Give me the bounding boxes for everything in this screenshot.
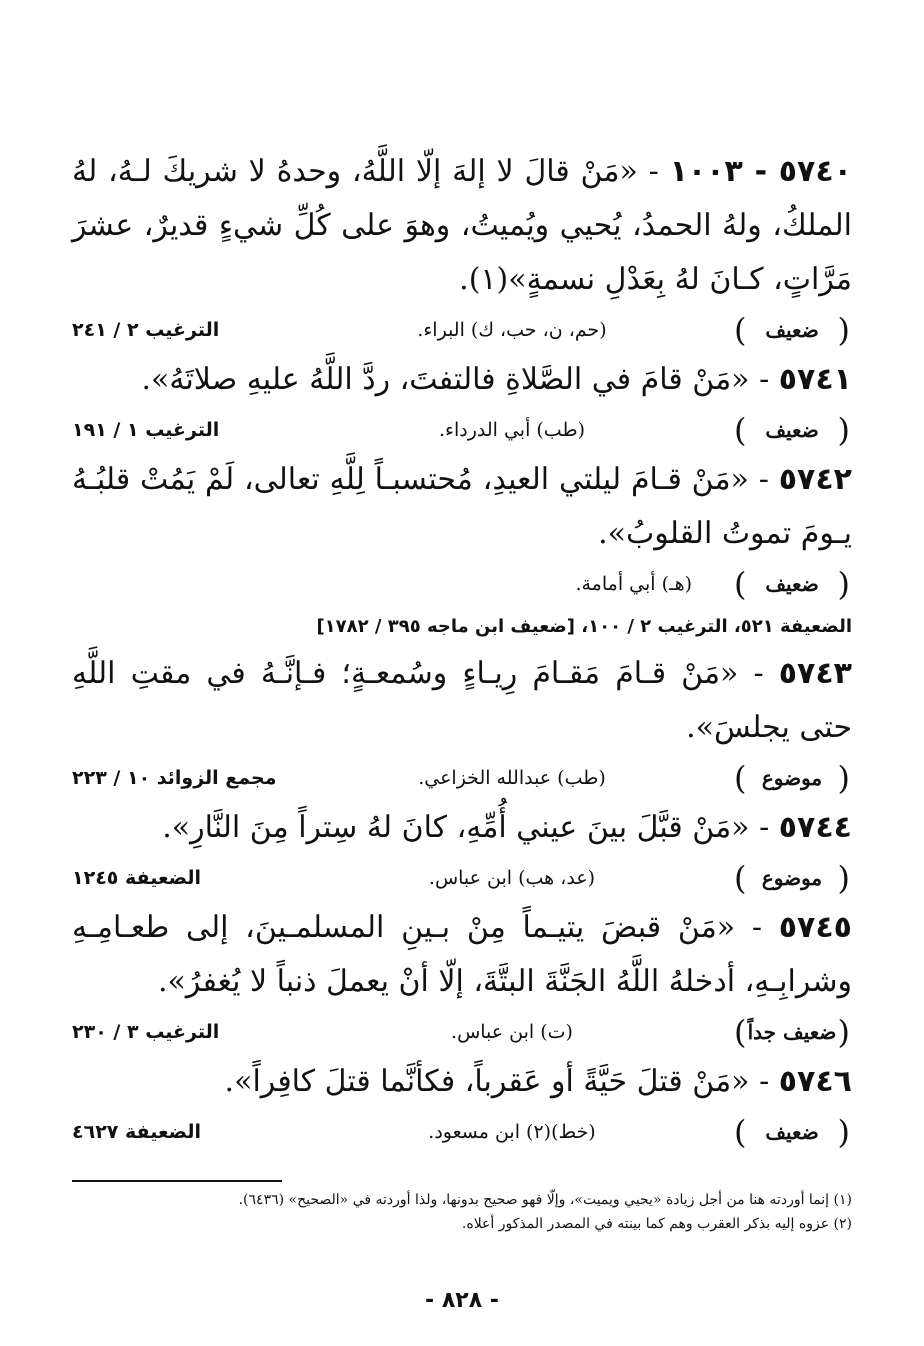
hadith-entry: ٥٧٤٣ - «مَنْ قـامَ مَقـامَ رِيـاءٍ وسُمعـةٍ؛ فـإنَّـهُ في مقتِ اللَّهِ حتى يجلسَ». (72, 656, 852, 745)
grade-label: ( ضعيف جداً ) (732, 1020, 852, 1044)
source-label: (عد، هب) ابن عباس. (428, 867, 596, 889)
source-label: (طب) عبدالله الخزاعي. (418, 767, 606, 789)
footnote: (١) إنما أوردته هنا من أجل زيادة «يحيي ويميت»، وإلّا فهو صحيح بدونها، ولذا أوردته في «الصحيح» (٦٤٣٦). (238, 1192, 852, 1208)
hadith-number: ٥٧٤١ (778, 362, 852, 397)
grade-label: ( ضعيف ) (732, 418, 852, 442)
page-body (72, 145, 852, 1155)
hadith-number: ٥٧٤٦ (778, 1064, 852, 1099)
hadith-entry: ٥٧٤١ - «مَنْ قامَ في الصَّلاةِ فالتفتَ، ردَّ اللَّهُ عليهِ صلاتَهُ». (141, 362, 852, 397)
hadith-entry: ٥٧٤٢ - «مَنْ قـامَ ليلتي العيدِ، مُحتسبـاً لِلَّهِ تعالى، لَمْ يَمُتْ قلبُـهُ يـومَ تموتُ القلوبُ». (72, 462, 852, 551)
grade-label: ( ضعيف ) (732, 572, 852, 596)
reference-label: الضعيفة ٤٦٢٧ (72, 1121, 202, 1143)
grade-label: ( ضعيف ) (732, 318, 852, 342)
source-label: (خط)(٢) ابن مسعود. (428, 1121, 596, 1143)
reference-label: الترغيب ٣ / ٢٣٠ (72, 1021, 220, 1043)
hadith-entry: ٥٧٤٦ - «مَنْ قتلَ حَيَّةً أو عَقرباً، فكأنَّما قتلَ كافِراً». (224, 1064, 852, 1099)
grade-row (72, 755, 852, 801)
grade-row (72, 1009, 852, 1055)
hadith-entry: ٥٧٤٠ - ١٠٠٣ - «مَنْ قالَ لا إلهَ إلّا اللَّهُ، وحدهُ لا شريكَ لـهُ، لهُ الملكُ، ولهُ الحمدُ، يُحيي ويُميتُ، وهوَ على كُلِّ شيءٍ قديرٌ، عشرَ مَرَّاتٍ، كـانَ لهُ بِعَدْلِ نسمةٍ»(١). (72, 154, 852, 297)
grade-row (72, 561, 852, 607)
hadith-text: «مَنْ قامَ في الصَّلاةِ فالتفتَ، ردَّ اللَّهُ عليهِ صلاتَهُ». (141, 362, 750, 397)
grade-row (72, 307, 852, 353)
reference-label: الترغيب ١ / ١٩١ (72, 419, 220, 441)
reference-label: مجمع الزوائد ١٠ / ٢٢٣ (72, 767, 277, 789)
hadith-text: «مَنْ قتلَ حَيَّةً أو عَقرباً، فكأنَّما قتلَ كافِراً». (224, 1064, 750, 1099)
reference-label: الضعيفة ١٢٤٥ (72, 867, 202, 889)
reference-line: الضعيفة ٥٢١، الترغيب ٢ / ١٠٠، [ضعيف ابن ماجه ٣٩٥ / ١٧٨٢] (316, 616, 852, 637)
hadith-entry: ٥٧٤٥ - «مَنْ قبضَ يتيـماً مِنْ بـينِ المسلمـينَ، إلى طعـامِـهِ وشرابِـهِ، أدخلهُ اللَّهُ الجَنَّةَ البتَّةَ، إلّا أنْ يعملَ ذنباً لا يُغفرُ». (72, 910, 852, 999)
hadith-entry: ٥٧٤٤ - «مَنْ قبَّلَ بينَ عيني أُمِّهِ، كانَ لهُ سِتراً مِنَ النَّارِ». (162, 810, 852, 845)
grade-label: ( ضعيف ) (732, 1120, 852, 1144)
source-label: (حم، ن، حب، ك) البراء. (417, 319, 607, 341)
hadith-number: ٥٧٤٤ (778, 810, 852, 845)
source-label: (ت) ابن عباس. (451, 1021, 573, 1043)
hadith-number: ٥٧٤٥ (778, 910, 852, 945)
hadith-text: «مَنْ قـامَ مَقـامَ رِيـاءٍ وسُمعـةٍ؛ فـإنَّـهُ في مقتِ اللَّهِ حتى يجلسَ». (72, 656, 852, 745)
hadith-number: ٥٧٤٠ - ١٠٠٣ (669, 154, 852, 189)
grade-row (72, 855, 852, 901)
hadith-text: «مَنْ قـامَ ليلتي العيدِ، مُحتسبـاً لِلَّهِ تعالى، لَمْ يَمُتْ قلبُـهُ يـومَ تموتُ القلوبُ». (72, 462, 852, 551)
footnotes (72, 1188, 852, 1236)
reference-label: الترغيب ٢ / ٢٤١ (72, 319, 220, 341)
page-number: - ٨٢٨ - (425, 1288, 499, 1313)
grade-label: ( موضوع ) (732, 766, 852, 790)
source-label: (هـ) أبي أمامة. (575, 573, 692, 595)
footnote: (٢) عزوه إليه بذكر العقرب وهم كما بينته في المصدر المذكور أعلاه. (461, 1216, 852, 1232)
grade-row (72, 1109, 852, 1155)
source-label: (طب) أبي الدرداء. (438, 419, 586, 441)
grade-label: ( موضوع ) (732, 866, 852, 890)
hadith-number: ٥٧٤٣ (778, 656, 852, 691)
footnote-divider (72, 1180, 282, 1182)
hadith-number: ٥٧٤٢ (778, 462, 852, 497)
hadith-text: «مَنْ قبضَ يتيـماً مِنْ بـينِ المسلمـينَ، إلى طعـامِـهِ وشرابِـهِ، أدخلهُ اللَّهُ الجَنَّةَ البتَّةَ، إلّا أنْ يعملَ ذنباً لا يُغفرُ». (72, 910, 852, 999)
grade-row (72, 407, 852, 453)
hadith-text: «مَنْ قبَّلَ بينَ عيني أُمِّهِ، كانَ لهُ سِتراً مِنَ النَّارِ». (162, 810, 750, 845)
hadith-text: «مَنْ قالَ لا إلهَ إلّا اللَّهُ، وحدهُ لا شريكَ لـهُ، لهُ الملكُ، ولهُ الحمدُ، يُحيي ويُميتُ، وهوَ على كُلِّ شيءٍ قديرٌ، عشرَ مَرَّاتٍ، كـانَ لهُ بِعَدْلِ نسمةٍ»(١). (72, 154, 852, 297)
